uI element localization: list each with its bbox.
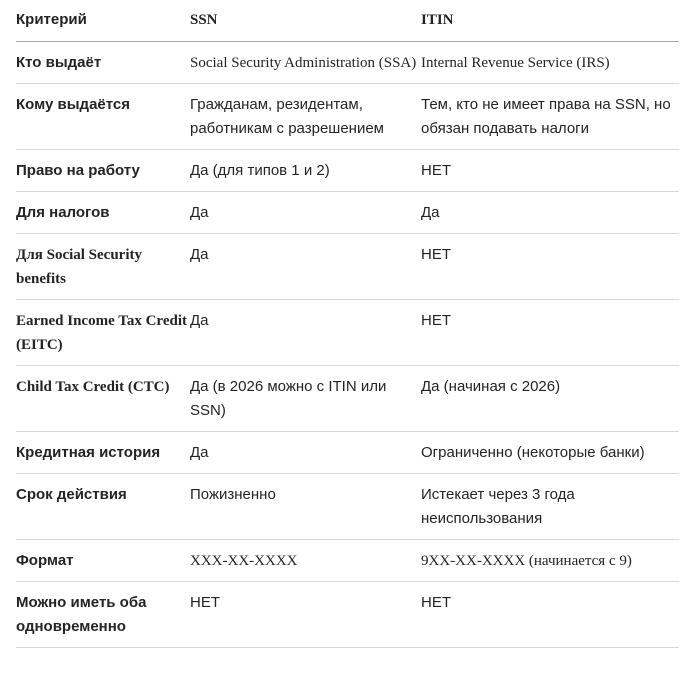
table-row: [16, 84, 679, 150]
row-ssn-value: Да: [190, 432, 421, 474]
row-itin-value: НЕТ: [421, 582, 679, 648]
table-row: [16, 366, 679, 432]
row-itin-value: 9XX-XX-XXXX (начинается с 9): [421, 540, 679, 582]
row-criterion: Для Social Security benefits: [16, 234, 190, 300]
row-itin-value: Тем, кто не имеет права на SSN, но обязан подавать налоги: [421, 84, 679, 150]
table-row: [16, 432, 679, 474]
row-ssn-value: Да (в 2026 можно с ITIN или SSN): [190, 366, 421, 432]
row-ssn-value: Social Security Administration (SSA): [190, 42, 421, 84]
table-row: [16, 192, 679, 234]
row-ssn-value: Да: [190, 234, 421, 300]
table-row: [16, 540, 679, 582]
row-criterion: Кто выдаёт: [16, 42, 190, 84]
table-row: [16, 582, 679, 648]
row-criterion: Право на работу: [16, 150, 190, 192]
row-criterion: Кому выдаётся: [16, 84, 190, 150]
row-ssn-value: Да (для типов 1 и 2): [190, 150, 421, 192]
table-row: [16, 474, 679, 540]
row-itin-value: Истекает через 3 года неиспользования: [421, 474, 679, 540]
row-ssn-value: Пожизненно: [190, 474, 421, 540]
row-criterion: Можно иметь оба одновременно: [16, 582, 190, 648]
row-itin-value: НЕТ: [421, 300, 679, 366]
table-row: [16, 42, 679, 84]
table-row: [16, 300, 679, 366]
row-ssn-value: НЕТ: [190, 582, 421, 648]
row-criterion: Кредитная история: [16, 432, 190, 474]
ssn-itin-comparison-table: [16, 0, 679, 648]
row-criterion: Child Tax Credit (CTC): [16, 366, 190, 432]
row-itin-value: Да: [421, 192, 679, 234]
row-itin-value: Да (начиная с 2026): [421, 366, 679, 432]
table-row: [16, 150, 679, 192]
table-header-row: [16, 0, 679, 42]
table-row: [16, 234, 679, 300]
row-criterion: Для налогов: [16, 192, 190, 234]
header-ssn: SSN: [190, 0, 421, 42]
row-itin-value: НЕТ: [421, 234, 679, 300]
header-criterion: Критерий: [16, 0, 190, 42]
row-itin-value: Ограниченно (некоторые банки): [421, 432, 679, 474]
row-ssn-value: Да: [190, 192, 421, 234]
row-itin-value: НЕТ: [421, 150, 679, 192]
row-criterion: Earned Income Tax Credit (EITC): [16, 300, 190, 366]
row-ssn-value: Гражданам, резидентам, работникам с разрешением: [190, 84, 421, 150]
header-itin: ITIN: [421, 0, 679, 42]
row-itin-value: Internal Revenue Service (IRS): [421, 42, 679, 84]
row-ssn-value: XXX-XX-XXXX: [190, 540, 421, 582]
row-ssn-value: Да: [190, 300, 421, 366]
row-criterion: Срок действия: [16, 474, 190, 540]
row-criterion: Формат: [16, 540, 190, 582]
comparison-table-container: [16, 0, 679, 648]
